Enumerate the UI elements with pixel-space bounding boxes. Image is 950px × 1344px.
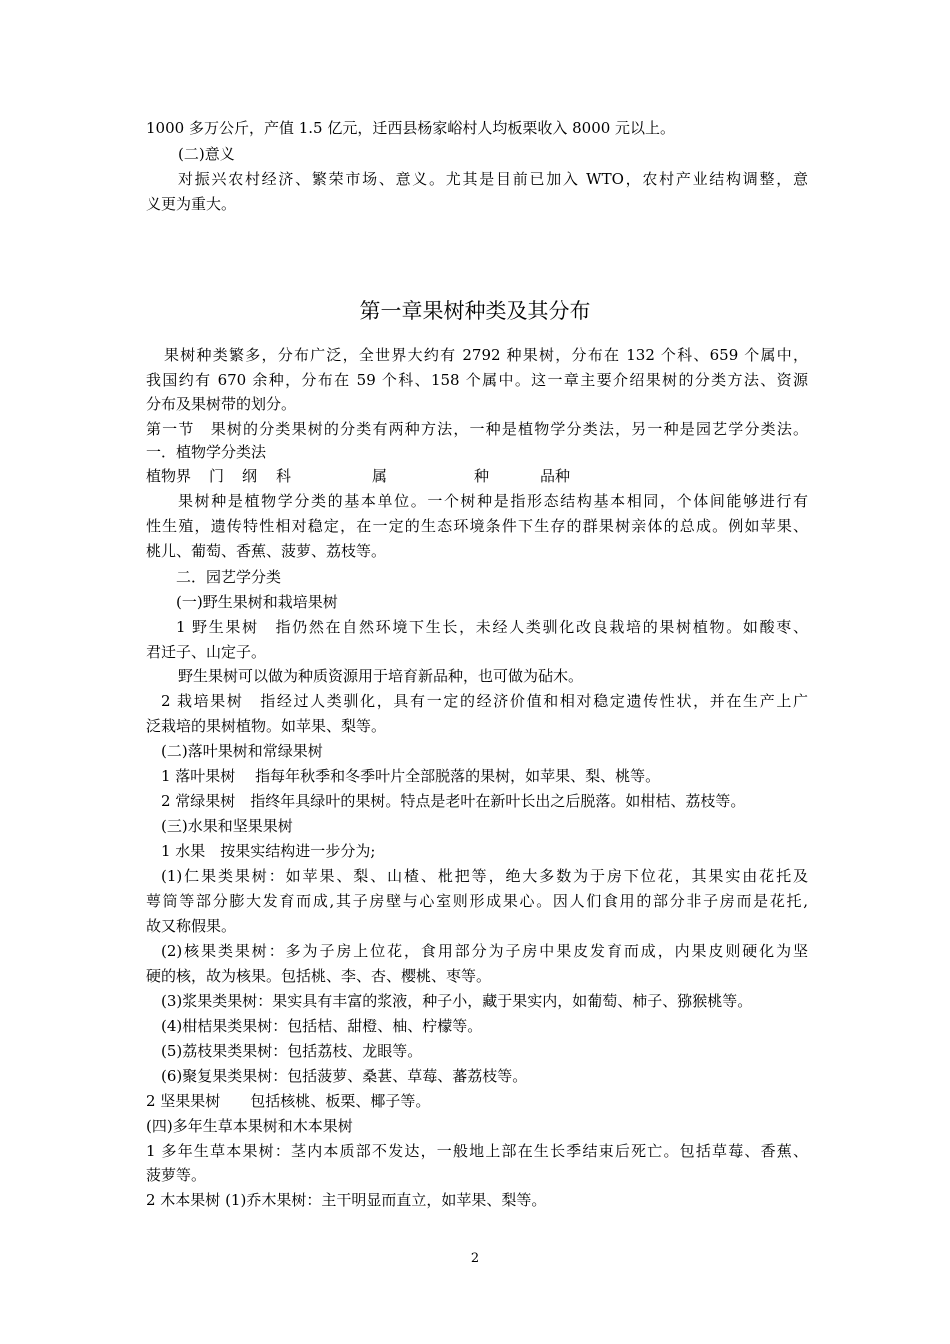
rank-label: 纲 [242, 467, 258, 485]
citrus-line: (4)柑桔果类果树：包括桔、甜橙、柚、柠檬等。 [161, 1017, 483, 1035]
subheading: (二)落叶果树和常绿果树 [161, 742, 323, 760]
wild-use-line: 野生果树可以做为种质资源用于培育新品种，也可做为砧木。 [178, 667, 584, 685]
species-paragraph-line: 果树种是植物学分类的基本单位。一个树种是指形态结构基本相同，个体间能够进行有 [178, 492, 808, 510]
herb-paragraph-line: 菠萝等。 [146, 1166, 207, 1184]
aggregate-line: (6)聚复果类果树：包括菠萝、桑葚、草莓、蕃荔枝等。 [161, 1067, 528, 1085]
taxonomy-ranks [146, 464, 808, 489]
subheading: (一)野生果树和栽培果树 [176, 593, 338, 611]
berry-line: (3)浆果类果树：果实具有丰富的浆液，种子小，藏于果实内，如葡萄、柿子、猕猴桃等。 [161, 992, 753, 1010]
rank-label: 种 [474, 467, 490, 485]
wild-paragraph-line: 1 野生果树 指仍然在自然环境下生长，未经人类驯化改良栽培的果树植物。如酸枣、 [176, 618, 808, 636]
chapter-title: 第一章果树种类及其分布 [359, 299, 591, 323]
cultivated-paragraph-line: 泛栽培的果树植物。如苹果、梨等。 [146, 717, 387, 735]
subheading: (三)水果和坚果果树 [161, 817, 293, 835]
meaning-heading: (二)意义 [178, 145, 235, 163]
drupe-paragraph-line: 硬的核，故为核果。包括桃、李、杏、樱桃、枣等。 [146, 967, 492, 985]
rank-label: 属 [372, 467, 388, 485]
rank-label: 科 [276, 467, 292, 485]
species-paragraph-line: 桃儿、葡萄、香蕉、菠萝、荔枝等。 [146, 542, 387, 560]
evergreen-line: 2 常绿果树 指终年具绿叶的果树。特点是老叶在新叶长出之后脱落。如柑桔、荔枝等。 [161, 792, 746, 810]
rank-label: 植物界 [146, 467, 192, 485]
subheading: (四)多年生草本果树和木本果树 [146, 1117, 353, 1135]
deciduous-line: 1 落叶果树 指每年秋季和冬季叶片全部脱落的果树，如苹果、梨、桃等。 [161, 767, 661, 785]
pome-paragraph-line: 萼筒等部分膨大发育而成,其子房壁与心室则形成果心。因人们食用的部分非子房而是花托, [146, 892, 808, 910]
chapter-intro-line: 分布及果树带的划分。 [146, 395, 297, 413]
botany-heading: 一．植物学分类法 [146, 443, 267, 461]
meaning-paragraph-line: 对振兴农村经济、繁荣市场、意义。尤其是目前已加入 WTO，农村产业结构调整，意 [178, 170, 808, 188]
meaning-paragraph-line: 义更为重大。 [146, 195, 237, 213]
page-number: 2 [470, 1251, 480, 1266]
herb-paragraph-line: 1 多年生草本果树：茎内本质部不发达，一般地上部在生长季结束后死亡。包括草莓、香蕉、 [146, 1142, 808, 1160]
chapter-intro-line: 果树种类繁多，分布广泛，全世界大约有 2792 种果树，分布在 132 个科、659 个属中， [164, 346, 808, 364]
rank-label: 门 [209, 467, 225, 485]
fruit-intro-line: 1 水果 按果实结构进一步分为; [161, 842, 376, 860]
section-heading: 第一节 果树的分类果树的分类有两种方法，一种是植物学分类法，另一种是园艺学分类法。 [146, 420, 808, 438]
drupe-paragraph-line: (2)核果类果树：多为子房上位花，食用部分为子房中果皮发育而成，内果皮则硬化为坚 [161, 942, 808, 960]
litchi-line: (5)荔枝果类果树：包括荔枝、龙眼等。 [161, 1042, 423, 1060]
wild-paragraph-line: 君迁子、山定子。 [146, 643, 267, 661]
pome-paragraph-line: 故又称假果。 [146, 917, 237, 935]
chapter-intro-line: 我国约有 670 余种，分布在 59 个科、158 个属中。这一章主要介绍果树的分类方法、资源 [146, 371, 808, 389]
horticulture-heading: 二．园艺学分类 [176, 568, 282, 586]
nut-line: 2 坚果果树 包括核桃、板栗、椰子等。 [146, 1092, 431, 1110]
woody-line: 2 木本果树 (1)乔木果树：主干明显而直立，如苹果、梨等。 [146, 1191, 547, 1209]
rank-label: 品种 [540, 467, 571, 485]
pome-paragraph-line: (1)仁果类果树：如苹果、梨、山楂、枇把等，绝大多数为于房下位花，其果实由花托及 [161, 867, 808, 885]
species-paragraph-line: 性生殖，遗传特性相对稳定，在一定的生态环境条件下生存的群果树亲体的总成。例如苹果、 [146, 517, 808, 535]
cultivated-paragraph-line: 2 栽培果树 指经过人类驯化，具有一定的经济价值和相对稳定遗传性状，并在生产上广 [161, 692, 808, 710]
intro-line: 1000 多万公斤，产值 1.5 亿元，迁西县杨家峪村人均板栗收入 8000 元以上。 [146, 119, 676, 137]
